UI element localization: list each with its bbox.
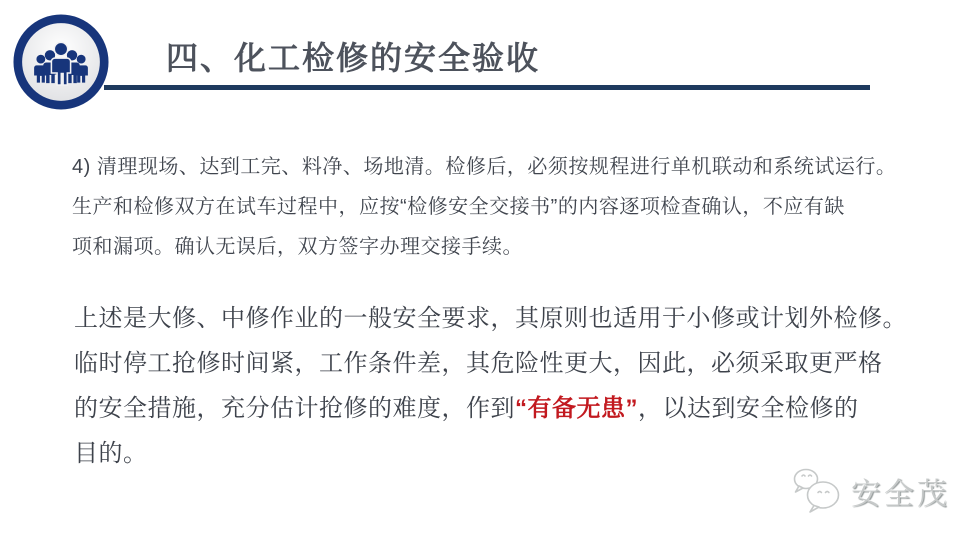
paragraph-line: 目的。 [74,440,148,467]
paragraph-line: 项和漏项。确认无误后，双方签字办理交接手续。 [72,236,523,258]
people-group-icon [13,14,109,110]
paragraph-line: 上述是大修、中修作业的一般安全要求，其原则也适用于小修或计划外检修。 [74,305,907,332]
wechat-chat-bubbles-icon [789,462,845,520]
paragraph-summary [74,296,910,476]
paragraph-line: 4) 清理现场、达到工完、料净、场地清。检修后，必须按规程进行单机联动和系统试运行。 [72,156,897,178]
title-underline [104,85,870,90]
paragraph-acceptance-item4 [72,147,904,267]
watermark-label: 安全茂 [851,478,950,511]
paragraph-line: 生产和检修双方在试车过程中，应按“检修安全交接书”的内容逐项检查确认，不应有缺 [72,196,845,218]
people-group-logo [13,14,109,110]
watermark [789,462,950,520]
page-title: 四、化工检修的安全验收 [166,40,541,76]
paragraph-line [74,386,910,431]
paragraph-line: 临时停工抢修时间紧，工作条件差，其危险性更大，因此，必须采取更严格 [74,350,883,377]
summary-text-after: ，以达到安全检修的 [638,395,859,422]
summary-text-before: 的安全措施，充分估计抢修的难度，作到 [74,395,515,422]
highlight-text: “有备无患” [515,395,638,422]
